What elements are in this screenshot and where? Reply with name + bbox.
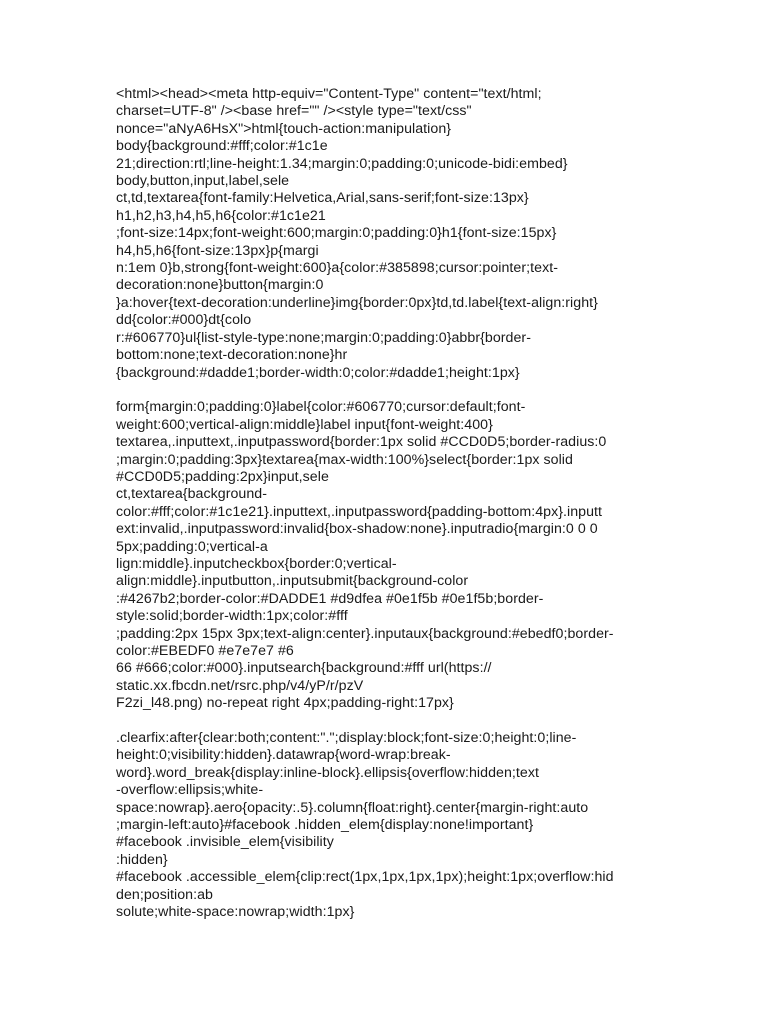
text-line: #facebook .accessible_elem{clip:rect(1px,1px,1px,1px);height:1px;overflow:hid [116, 869, 614, 886]
paragraph-gap [116, 713, 656, 730]
text-line: lign:middle}.inputcheckbox{border:0;vertical- [116, 555, 397, 572]
text-line: 5px;padding:0;vertical-a [116, 538, 268, 555]
text-line: :#4267b2;border-color:#DADDE1 #d9dfea #0e1f5b #0e1f5b;border- [116, 590, 544, 607]
text-line: style:solid;border-width:1px;color:#fff [116, 608, 348, 625]
text-line: <html><head><meta http-equiv="Content-Type" content="text/html; [116, 86, 542, 102]
paragraph [116, 399, 656, 712]
text-line: space:nowrap}.aero{opacity:.5}.column{float:right}.center{margin-right:auto [116, 799, 589, 816]
text-line: n:1em 0}b,strong{font-weight:600}a{color:#385898;cursor:pointer;text- [116, 260, 558, 277]
text-line: align:middle}.inputbutton,.inputsubmit{background-color [116, 573, 469, 590]
paragraph [116, 730, 656, 921]
text-line: decoration:none}button{margin:0 [116, 277, 324, 294]
text-line: h1,h2,h3,h4,h5,h6{color:#1c1e21 [116, 207, 326, 224]
text-line: textarea,.inputtext,.inputpassword{border:1px solid #CCD0D5;border-radius:0 [116, 434, 607, 451]
text-line: ext:invalid,.inputpassword:invalid{box-shadow:none}.inputradio{margin:0 0 0 [116, 521, 598, 538]
text-line: charset=UTF-8" /><base href="" /><style type="text/css" [116, 103, 472, 120]
text-line: dd{color:#000}dt{colo [116, 312, 252, 329]
text-line: 66 #666;color:#000}.inputsearch{background:#fff url(https:// [116, 660, 492, 677]
text-line: weight:600;vertical-align:middle}label input{font-weight:400} [116, 416, 493, 433]
text-line: color:#fff;color:#1c1e21}.inputtext,.inputpassword{padding-bottom:4px}.inputt [116, 503, 603, 520]
paragraph-gap [116, 382, 656, 399]
text-line: body,button,input,label,sele [116, 173, 290, 190]
text-line: {background:#dadde1;border-width:0;color:#dadde1;height:1px} [116, 364, 520, 381]
text-line: ;margin-left:auto}#facebook .hidden_elem{display:none!important} [116, 817, 534, 834]
text-line: den;position:ab [116, 886, 213, 903]
text-line: r:#606770}ul{list-style-type:none;margin:0;padding:0}abbr{border- [116, 329, 531, 346]
text-line: ct,td,textarea{font-family:Helvetica,Arial,sans-serif;font-size:13px} [116, 190, 529, 207]
text-line: 21;direction:rtl;line-height:1.34;margin:0;padding:0;unicode-bidi:embed} [116, 155, 568, 172]
text-line: word}.word_break{display:inline-block}.ellipsis{overflow:hidden;text [116, 764, 539, 781]
text-line: }a:hover{text-decoration:underline}img{border:0px}td,td.label{text-align:right} [116, 294, 598, 311]
paragraph [116, 86, 656, 382]
text-line: .clearfix:after{clear:both;content:".";display:block;font-size:0;height:0;line- [116, 730, 577, 746]
text-line: h4,h5,h6{font-size:13px}p{margi [116, 242, 319, 259]
text-line: body{background:#fff;color:#1c1e [116, 138, 328, 155]
text-line: F2zi_l48.png) no-repeat right 4px;padding-right:17px} [116, 695, 454, 712]
text-line: ;font-size:14px;font-weight:600;margin:0;padding:0}h1{font-size:15px} [116, 225, 557, 242]
text-line: nonce="aNyA6HsX">html{touch-action:manipulation} [116, 120, 452, 137]
text-line: ;margin:0;padding:3px}textarea{max-width:100%}select{border:1px solid [116, 451, 573, 468]
text-line: ;padding:2px 15px 3px;text-align:center}.inputaux{background:#ebedf0;border- [116, 625, 614, 642]
text-line: static.xx.fbcdn.net/rsrc.php/v4/yP/r/pzV [116, 677, 364, 694]
text-line: solute;white-space:nowrap;width:1px} [116, 904, 355, 921]
text-line: ct,textarea{background- [116, 486, 267, 503]
text-line: :hidden} [116, 851, 168, 868]
text-line: -overflow:ellipsis;white- [116, 782, 264, 799]
text-line: bottom:none;text-decoration:none}hr [116, 347, 348, 364]
text-line: color:#EBEDF0 #e7e7e7 #6 [116, 642, 294, 659]
document-body [116, 86, 656, 921]
text-line: #facebook .invisible_elem{visibility [116, 834, 334, 851]
text-line: #CCD0D5;padding:2px}input,sele [116, 468, 329, 485]
text-line: height:0;visibility:hidden}.datawrap{word-wrap:break- [116, 747, 451, 764]
text-line: form{margin:0;padding:0}label{color:#606770;cursor:default;font- [116, 399, 526, 416]
